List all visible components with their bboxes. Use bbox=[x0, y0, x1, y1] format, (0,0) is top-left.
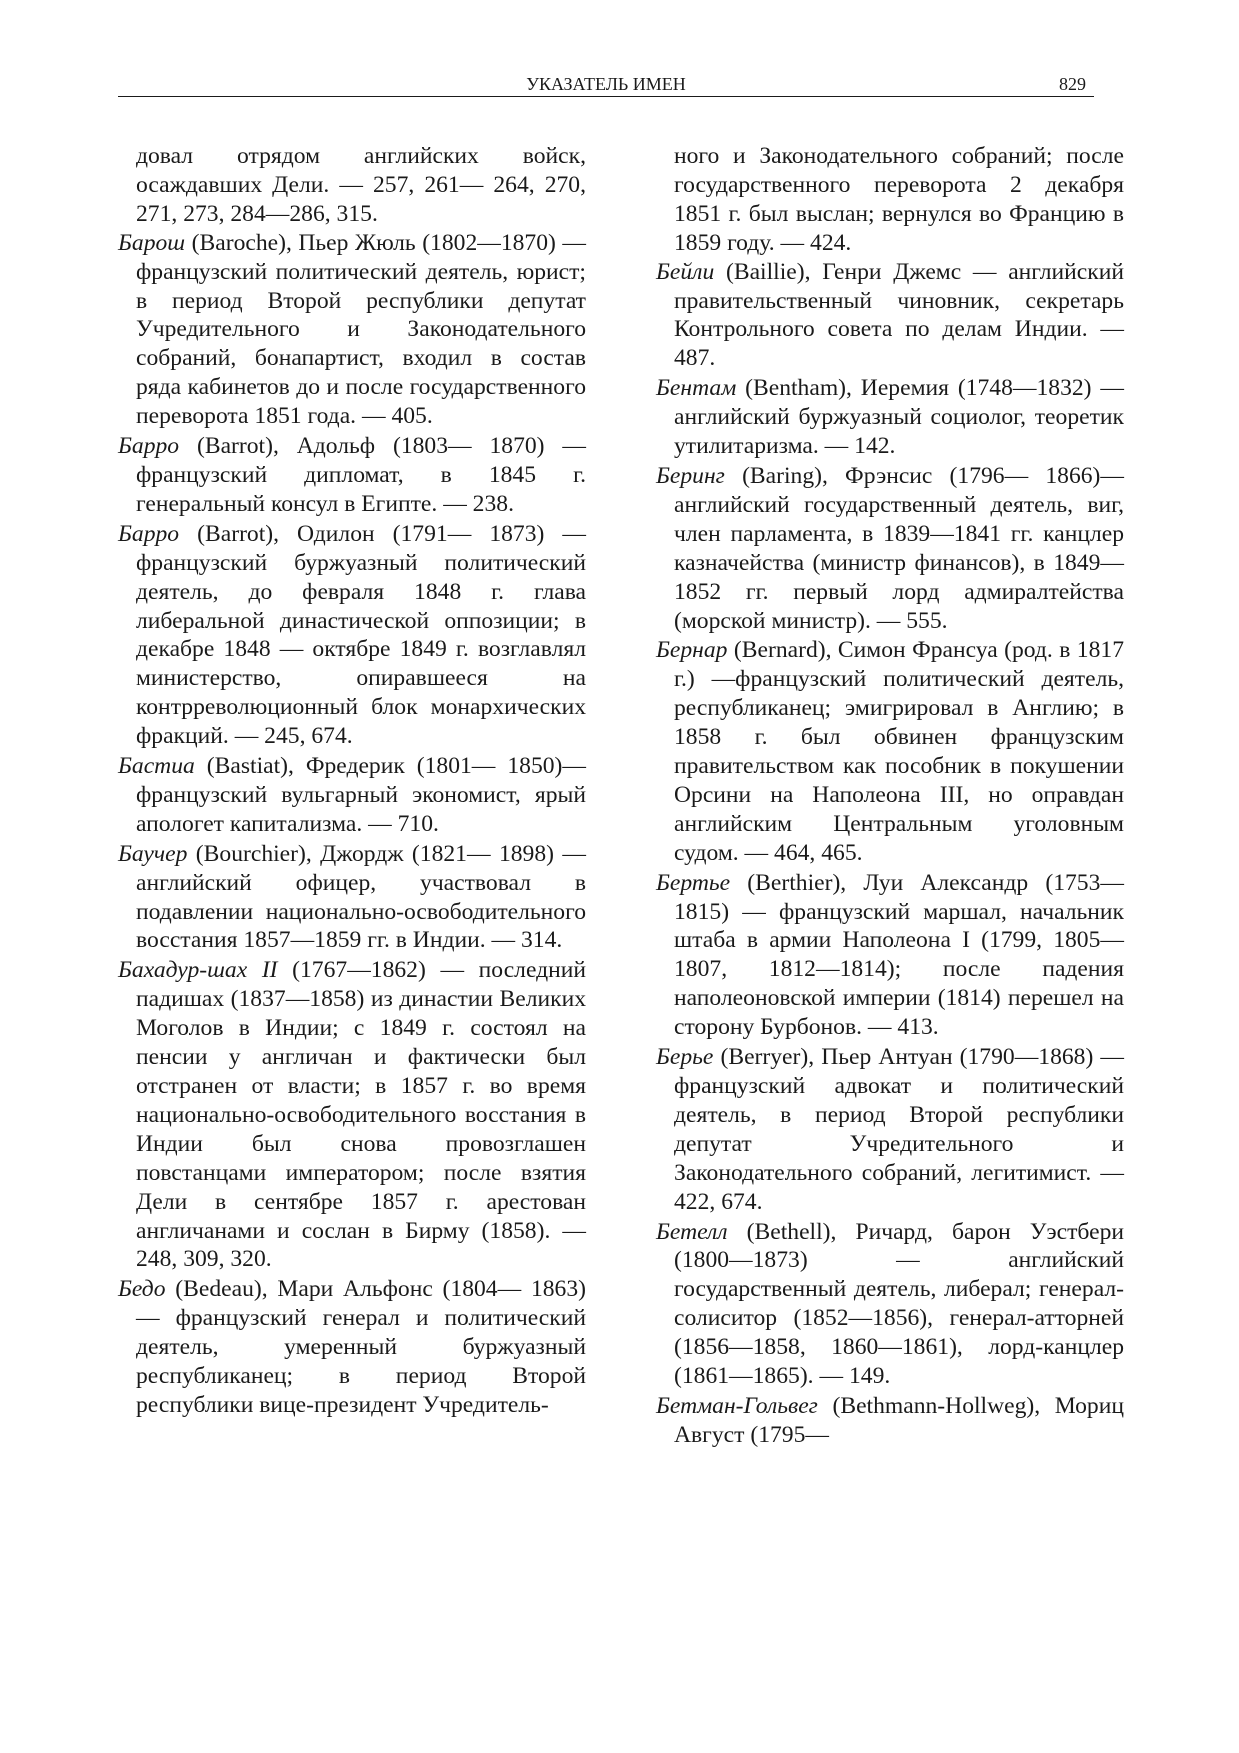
entry-name: Барро bbox=[118, 433, 180, 460]
entry-name: Бертье bbox=[656, 869, 731, 896]
entry-name: Беринг bbox=[656, 462, 725, 489]
index-entry bbox=[118, 1275, 586, 1420]
entry-text: (Bourchier), Джордж (1821— 1898) — английский офицер, участвовал в подавлении национально-освободительного восстания 1857—1859 гг. в Индии. — 314. bbox=[136, 840, 586, 954]
entry-name: Бахадур-шах II bbox=[118, 957, 278, 984]
entry-text: (Bedeau), Мари Альфонс (1804— 1863) — французский генерал и политический деятель, умеренный буржуазный республиканец; в период Второй республики вице-президент Учредитель- bbox=[136, 1276, 586, 1418]
entry-text: (Berthier), Луи Александр (1753— 1815) — французский маршал, начальник штаба в армии Наполеона I (1799, 1805— 1807, 1812—1814); после падения наполеоновской империи (1814) перешел на сторону Бурбонов. — 413. bbox=[674, 869, 1124, 1041]
entry-text: (Bethell), Ричард, барон Уэстбери (1800—1873) — английский государственный деятель, либерал; генерал-солиситор (1852—1856), генерал-атторней (1856—1858, 1860—1861), лорд-канцлер (1861—1865). — 149. bbox=[674, 1218, 1124, 1390]
index-entry bbox=[656, 1043, 1124, 1216]
continued-entry-text: ного и Законодательного собраний; после государственного переворота 2 декабря 1851 г. был выслан; вернулся во Францию в 1859 году. — 424. bbox=[674, 143, 1124, 256]
entry-name: Бедо bbox=[118, 1276, 166, 1303]
entry-name: Бетман-Гольвег bbox=[656, 1392, 818, 1419]
left-column bbox=[118, 142, 586, 1421]
entry-text: (Bernard), Симон Франсуа (род. в 1817 г.) —французский политический деятель, республиканец; эмигрировал в Англию; в 1858 г. был обвинен французским правительством как пособник в покушении Орсини на Наполеона III, но оправдан английским Центральным уголовным судом. — 464, 465. bbox=[674, 637, 1124, 866]
right-column bbox=[656, 142, 1124, 1451]
index-entry bbox=[118, 956, 586, 1274]
entry-name: Бернар bbox=[656, 637, 728, 664]
entry-name: Барро bbox=[118, 520, 180, 547]
page-number: 829 bbox=[1059, 74, 1086, 94]
index-entry bbox=[656, 1218, 1124, 1391]
entry-text: (Barrot), Адольф (1803— 1870) — французский дипломат, в 1845 г. генеральный консул в Египте. — 238. bbox=[136, 433, 586, 517]
entry-name: Бентам bbox=[656, 375, 737, 402]
index-entry bbox=[118, 229, 586, 431]
continued-entry-text: довал отрядом английских войск, осаждавших Дели. — 257, 261— 264, 270, 271, 273, 284—286, 315. bbox=[136, 143, 586, 227]
entry-text: (Baring), Фрэнсис (1796— 1866)— английский государственный деятель, виг, член парламента, в 1839—1841 гг. канцлер казначейства (министр финансов), в 1849—1852 гг. первый лорд адмиралтейства (морской министр). — 555. bbox=[674, 462, 1124, 634]
entry-name: Берье bbox=[656, 1044, 714, 1071]
entry-name: Бейли bbox=[656, 258, 715, 285]
index-entry bbox=[656, 636, 1124, 867]
entry-text: (Barrot), Одилон (1791— 1873) — французский буржуазный политический деятель, до февраля 1848 г. глава либеральной династической оппозиции; в декабре 1848 — октябре 1849 г. возглавлял министерство, опиравшееся на контрреволюционный блок монархических фракций. — 245, 674. bbox=[136, 520, 586, 750]
entry-text: (Bastiat), Фредерик (1801— 1850)— французский вульгарный экономист, ярый апологет капитализма. — 710. bbox=[136, 753, 586, 837]
entry-name: Бетелл bbox=[656, 1218, 728, 1245]
index-entry bbox=[656, 258, 1124, 374]
index-entry bbox=[118, 840, 586, 956]
entry-text: (Baroche), Пьер Жюль (1802—1870) — французский политический деятель, юрист; в период Второй республики депутат Учредительного и Законодательного собраний, бонапартист, входил в состав ряда кабинетов до и после государственного переворота 1851 года. — 405. bbox=[136, 229, 586, 430]
entry-text: (Berryer), Пьер Антуан (1790—1868) — французский адвокат и политический деятель, в период Второй республики депутат Учредительного и Законодательного собраний, легитимист. — 422, 674. bbox=[674, 1044, 1124, 1215]
running-header bbox=[118, 74, 1094, 97]
entry-name: Баучер bbox=[118, 840, 188, 867]
entry-text: (Baillie), Генри Джемс — английский правительственный чиновник, секретарь Контрольного совета по делам Индии. — 487. bbox=[674, 258, 1124, 372]
entry-name: Барош bbox=[118, 229, 186, 256]
index-entry bbox=[656, 462, 1124, 635]
entry-text: (1767—1862) — последний падишах (1837—1858) из династии Великих Моголов в Индии; с 1849 г. состоял на пенсии у англичан и фактически был отстранен от власти; в 1857 г. во время национально-освободительного восстания в Индии был снова провозглашен повстанцами императором; после взятия Дели в сентябре 1857 г. арестован англичанами и сослан в Бирму (1858). — 248, 309, 320. bbox=[136, 957, 586, 1273]
index-entry bbox=[656, 869, 1124, 1042]
index-entry bbox=[118, 752, 586, 839]
index-entry bbox=[656, 1392, 1124, 1450]
running-title: УКАЗАТЕЛЬ ИМЕН bbox=[526, 74, 686, 94]
entry-text: (Bentham), Иеремия (1748—1832) — английский буржуазный социолог, теоретик утилитаризма. — 142. bbox=[674, 375, 1124, 460]
entry-name: Бастиа bbox=[118, 753, 195, 780]
index-entry bbox=[118, 520, 586, 751]
entry-text: (Bethmann-Hollweg), Мориц Август (1795— bbox=[674, 1392, 1124, 1448]
index-entry bbox=[118, 432, 586, 519]
index-entry bbox=[656, 374, 1124, 461]
